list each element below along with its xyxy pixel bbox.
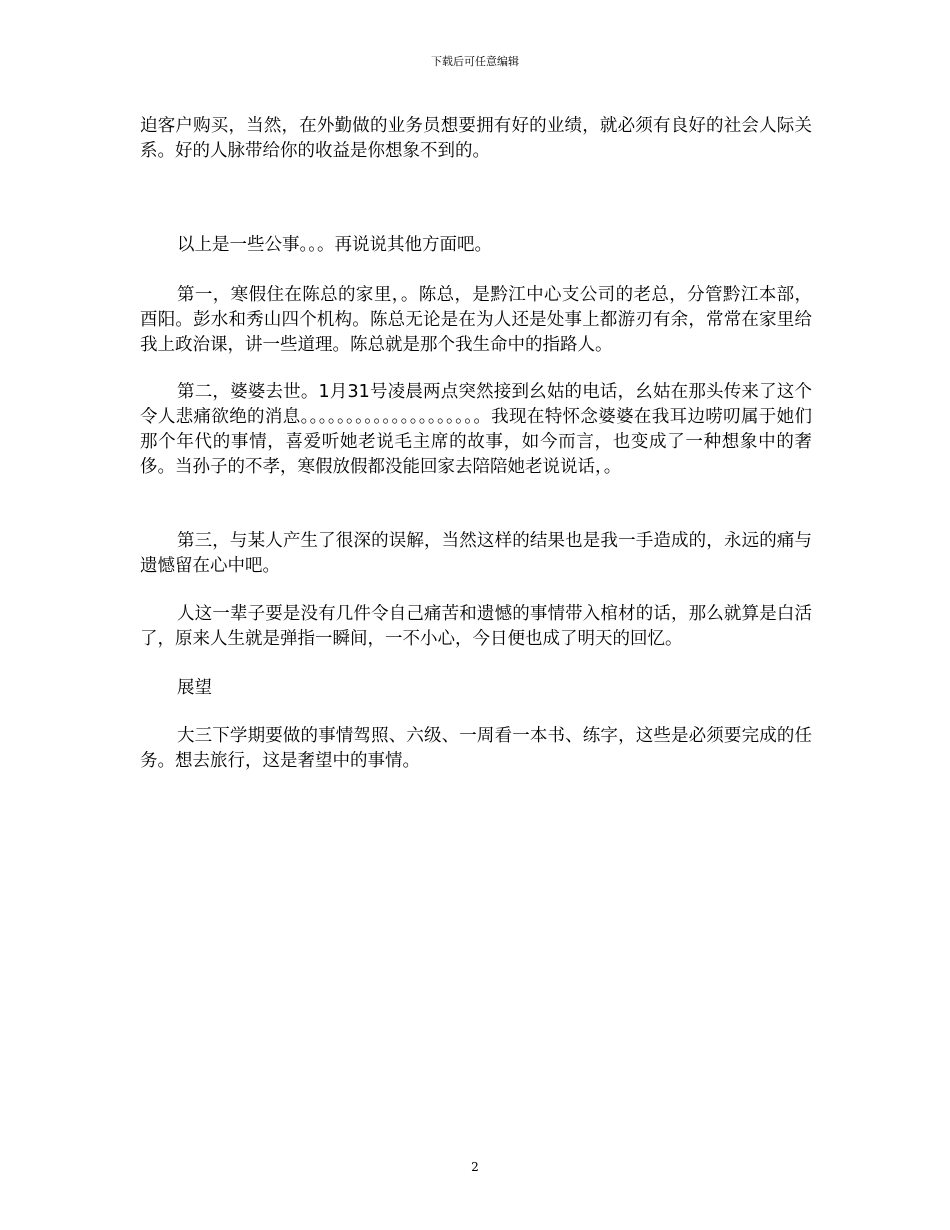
paragraph-heading-outlook: 展望 (177, 678, 212, 698)
page-number: 2 (471, 1160, 479, 1174)
paragraph-third: 第三，与某人产生了很深的误解，当然这样的结果也是我一手造成的，永远的痛与遗憾留在心中吧。 (140, 531, 812, 576)
paragraph-outlook: 大三下学期要做的事情驾照、六级、一周看一本书、练字，这些是必须要完成的任务。想去旅行，这是奢望中的事情。 (140, 726, 812, 771)
paragraph-intro: 以上是一些公事。。。再说说其他方面吧。 (177, 235, 492, 255)
paragraph-continuation: 迫客户购买，当然，在外勤做的业务员想要拥有好的业绩，就必须有良好的社会人际关系。好的人脉带给你的收益是你想象不到的。 (140, 116, 812, 161)
paragraph-second: 第二，婆婆去世。1月31号凌晨两点突然接到幺姑的电话，幺姑在那头传来了这个令人悲痛欲绝的消息。。。。。。。。。。。。。。。。。。。。我现在特怀念婆婆在我耳边唠叨属于她们那个年代的事情，喜爱听她老说毛主席的故事，如今而言，也变成了一种想象中的奢侈。当孙子的不孝，寒假放假都没能回家去陪陪她老说说话，。 (140, 382, 812, 477)
paragraph-reflection: 人这一辈子要是没有几件令自己痛苦和遗憾的事情带入棺材的话，那么就算是白活了，原来人生就是弹指一瞬间，一不小心，今日便也成了明天的回忆。 (140, 604, 812, 649)
paragraph-first: 第一，寒假住在陈总的家里，。陈总，是黔江中心支公司的老总，分管黔江本部，酉阳。彭水和秀山四个机构。陈总无论是在为人还是处事上都游刃有余，常常在家里给我上政治课，讲一些道理。陈总就是那个我生命中的指路人。 (140, 285, 812, 355)
page-header-note: 下载后可任意编辑 (431, 55, 519, 68)
